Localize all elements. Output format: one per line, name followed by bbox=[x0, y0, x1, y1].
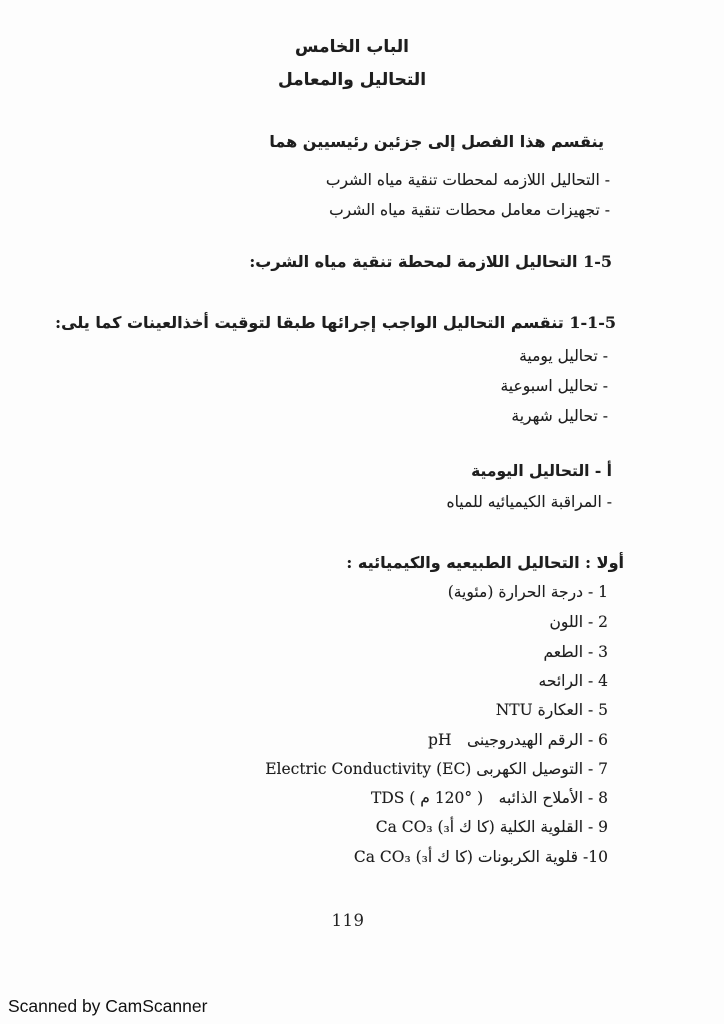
section-heading-5-1: 1-5 التحاليل اللازمة لمحطة تنقية مياه الشرب: bbox=[249, 252, 612, 271]
analysis-item-ph: 6 - الرقم الهيدروجينى pH bbox=[428, 731, 608, 749]
analysis-item-total-alkalinity: 9 - القلوية الكلية (كا ك أ₃) Ca CO₃ bbox=[375, 818, 608, 836]
analysis-item-conductivity: 7 - التوصيل الكهربى Electric Conductivity (EC) bbox=[265, 760, 608, 778]
analysis-item-turbidity: 5 - العكارة NTU bbox=[495, 701, 608, 719]
section-heading-5-1-1: 1-1-5 تنقسم التحاليل الواجب إجرائها طبقا لتوقيت أخذالعينات كما يلى: bbox=[55, 313, 616, 332]
chapter-title: الباب الخامس bbox=[295, 37, 409, 57]
timing-bullet-monthly: - تحاليل شهرية bbox=[511, 407, 608, 425]
page-number: 119 bbox=[331, 911, 365, 930]
analysis-item-temperature: 1 - درجة الحرارة (مئوية) bbox=[447, 583, 608, 601]
chapter-subtitle: التحاليل والمعامل bbox=[277, 70, 427, 90]
timing-bullet-weekly: - تحاليل اسبوعية bbox=[500, 377, 608, 395]
timing-bullet-daily: - تحاليل يومية bbox=[519, 347, 608, 365]
analysis-item-odor: 4 - الرائحه bbox=[538, 672, 608, 690]
daily-analyses-heading: أ - التحاليل اليومية bbox=[471, 461, 612, 480]
camscanner-footer: Scanned by CamScanner bbox=[8, 996, 208, 1016]
physico-chemical-heading: أولا : التحاليل الطبيعيه والكيميائيه : bbox=[346, 553, 624, 572]
analysis-item-color: 2 - اللون bbox=[549, 613, 608, 631]
intro-bullet-analyses: - التحاليل اللازمه لمحطات تنقية مياه الشرب bbox=[325, 171, 610, 189]
intro-text: ينقسم هذا الفصل إلى جزئين رئيسيين هما bbox=[269, 132, 604, 151]
analysis-item-carbonate-alkalinity: 10- قلوية الكربونات (كا ك أ₃) Ca CO₃ bbox=[353, 848, 608, 866]
intro-bullet-lab-equipment: - تجهيزات معامل محطات تنقية مياه الشرب bbox=[329, 201, 610, 219]
daily-analyses-bullet: - المراقبة الكيميائيه للمياه bbox=[446, 493, 612, 511]
analysis-item-taste: 3 - الطعم bbox=[543, 643, 608, 661]
analysis-item-tds: 8 - الأملاح الذائبه ( °120 م ) TDS bbox=[370, 789, 608, 807]
